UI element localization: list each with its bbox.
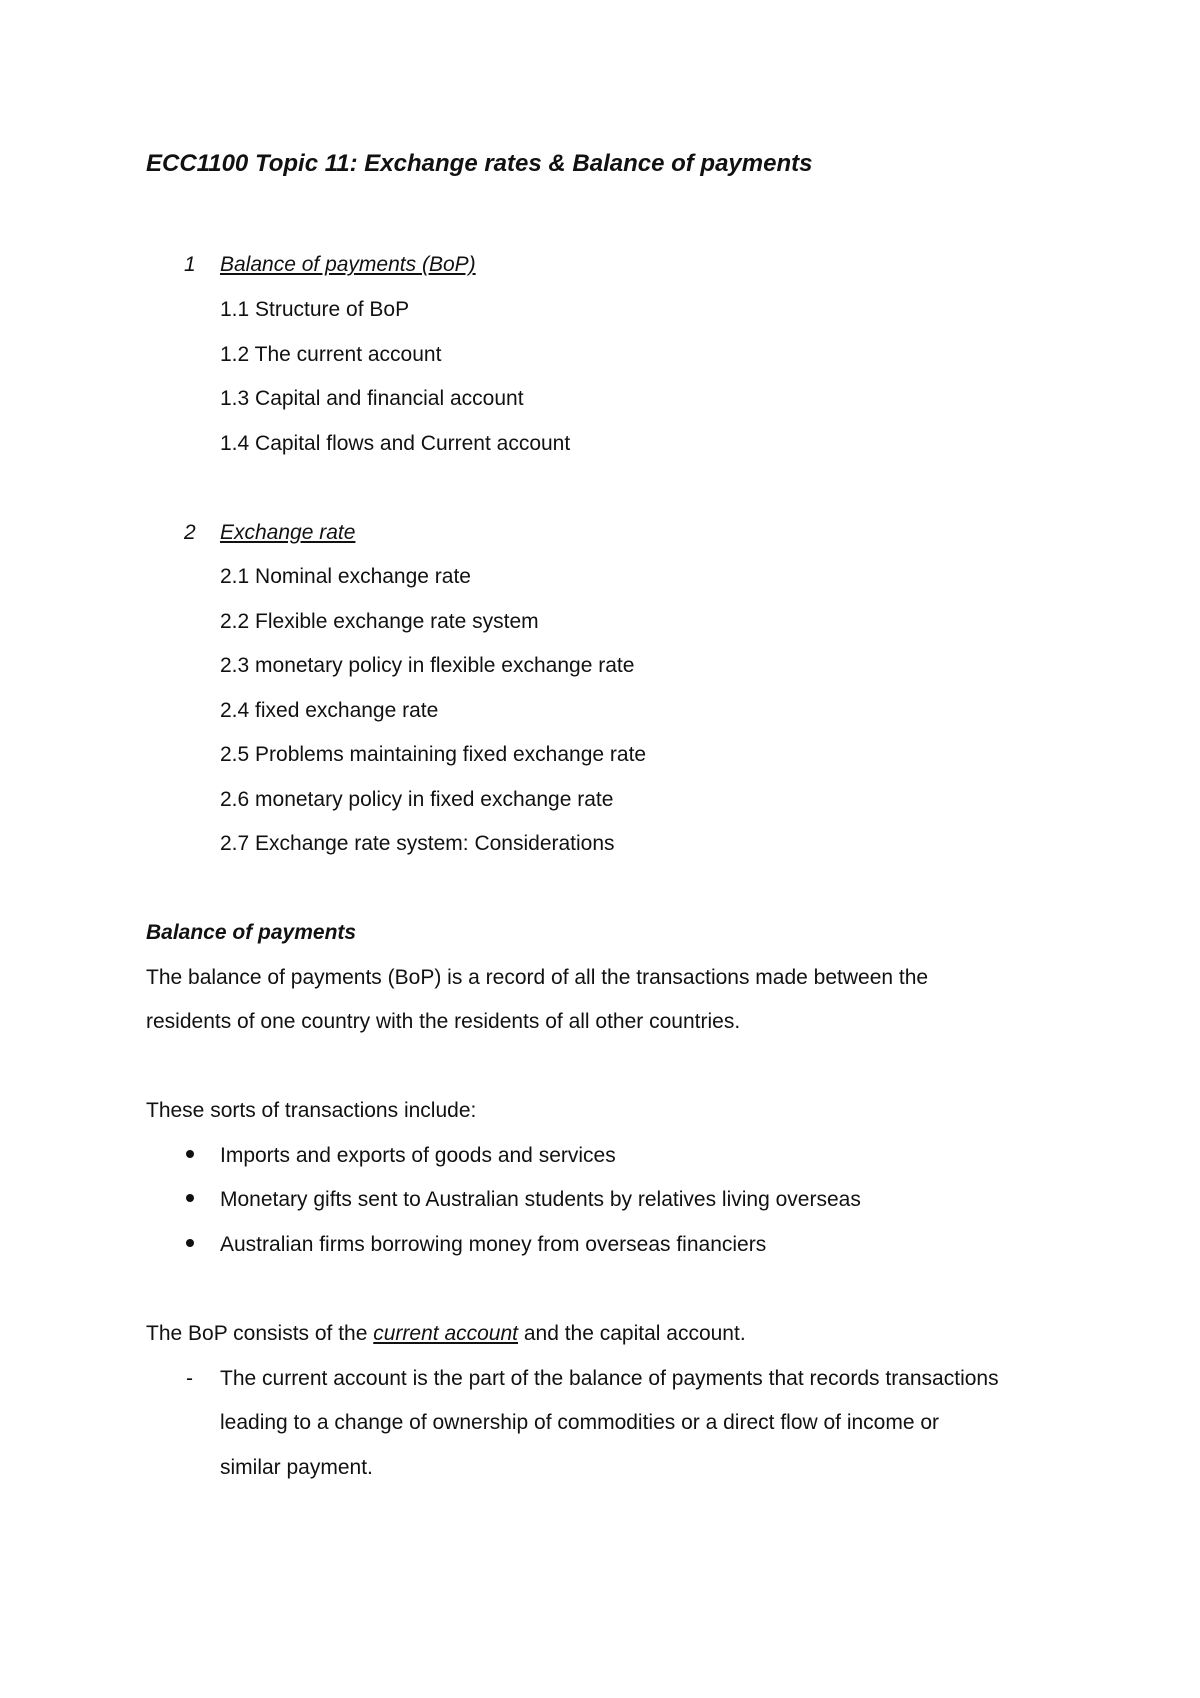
outline-item: 2.5 Problems maintaining fixed exchange rate <box>220 743 647 766</box>
outline-item: 2.6 monetary policy in fixed exchange rate <box>220 788 614 811</box>
outline-item: 2.4 fixed exchange rate <box>220 699 439 722</box>
paragraph-line: residents of one country with the residents of all other countries. <box>146 1010 741 1033</box>
bullet-marker <box>186 1239 194 1247</box>
outline-heading-2: Exchange rate <box>220 521 356 544</box>
document-title: ECC1100 Topic 11: Exchange rates & Balance of payments <box>146 150 813 177</box>
consists-sentence <box>146 1320 746 1348</box>
dash-item-line: leading to a change of ownership of commodities or a direct flow of income or <box>220 1411 940 1434</box>
dash-item-line: The current account is the part of the balance of payments that records transactions <box>220 1367 999 1390</box>
outline-item: 2.7 Exchange rate system: Considerations <box>220 832 615 855</box>
outline-item: 2.2 Flexible exchange rate system <box>220 610 539 633</box>
outline-item: 1.3 Capital and financial account <box>220 387 524 410</box>
outline-item: 1.1 Structure of BoP <box>220 298 410 321</box>
bullet-item: Imports and exports of goods and services <box>220 1144 616 1167</box>
current-account-term: current account <box>373 1322 518 1345</box>
outline-item: 1.2 The current account <box>220 343 442 366</box>
outline-number-2: 2 <box>184 521 196 544</box>
bullet-item: Australian firms borrowing money from overseas financiers <box>220 1233 767 1256</box>
section-heading: Balance of payments <box>146 921 357 944</box>
outline-item: 2.1 Nominal exchange rate <box>220 565 471 588</box>
consists-suffix: and the capital account. <box>518 1322 746 1345</box>
dash-marker: - <box>186 1367 193 1390</box>
transactions-intro: These sorts of transactions include: <box>146 1099 477 1122</box>
outline-item: 1.4 Capital flows and Current account <box>220 432 571 455</box>
paragraph-line: The balance of payments (BoP) is a record of all the transactions made between the <box>146 966 929 989</box>
outline-item: 2.3 monetary policy in flexible exchange rate <box>220 654 635 677</box>
outline-heading-1: Balance of payments (BoP) <box>220 253 476 276</box>
bullet-item: Monetary gifts sent to Australian students by relatives living overseas <box>220 1188 861 1211</box>
consists-prefix: The BoP consists of the <box>146 1322 374 1345</box>
bullet-marker <box>186 1150 194 1158</box>
outline-number-1: 1 <box>184 253 196 276</box>
bullet-marker <box>186 1194 194 1202</box>
dash-item-line: similar payment. <box>220 1456 373 1479</box>
